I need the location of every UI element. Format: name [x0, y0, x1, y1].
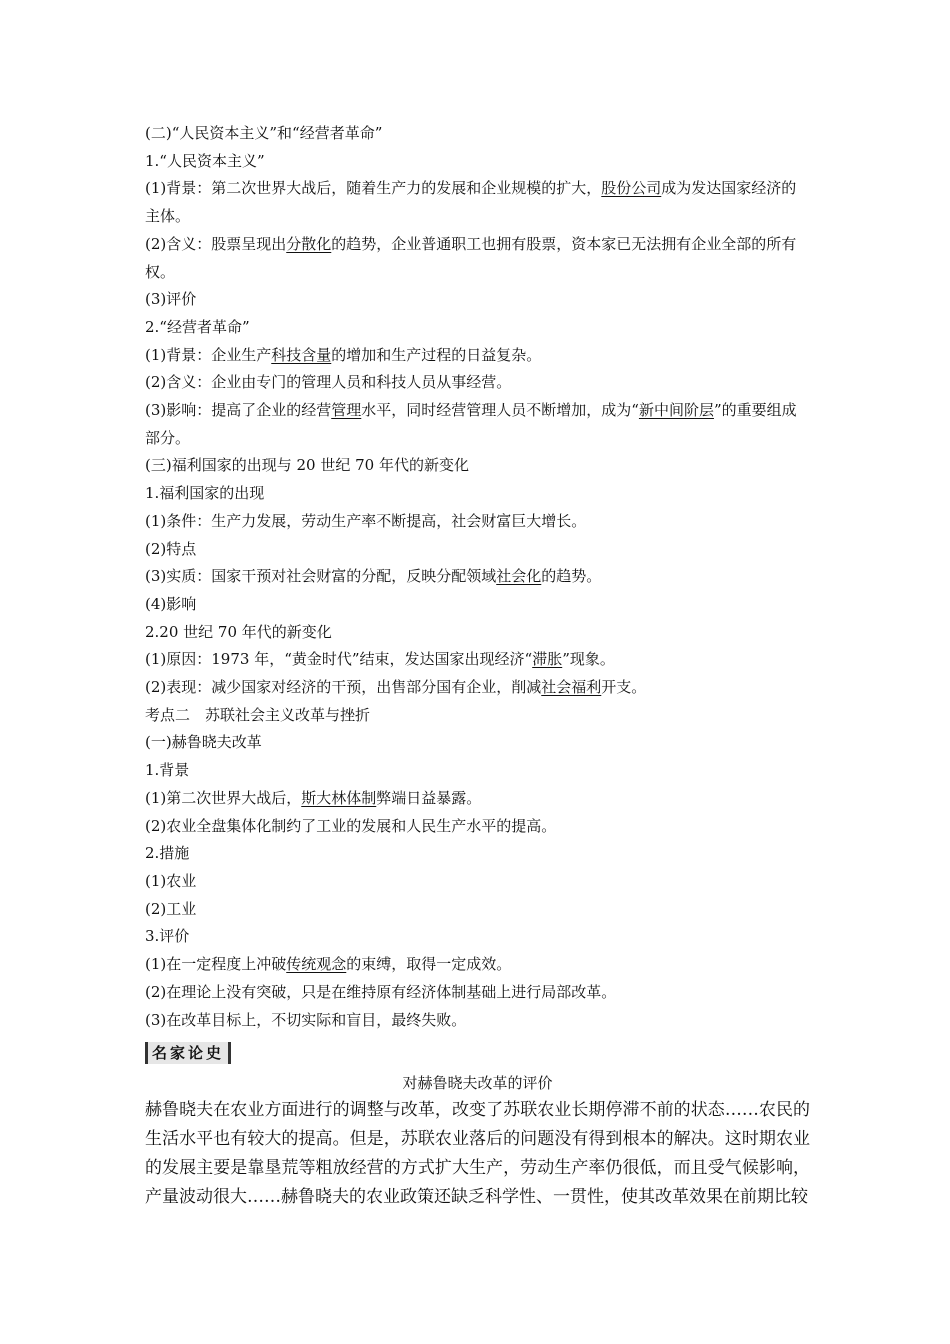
line-text: 2.“经营者革命”: [145, 317, 250, 336]
underlined-answer: 科技含量: [271, 345, 332, 364]
line-text: (2)含义：股票呈现出: [145, 234, 287, 253]
outline-line: [145, 231, 810, 286]
line-text: (二)“人民资本主义”和“经营者革命”: [145, 124, 383, 142]
outline-line: [145, 175, 810, 230]
outline-line: [145, 868, 810, 896]
line-text: 考点二 苏联社会主义改革与挫折: [145, 705, 371, 724]
underlined-answer: 斯大林体制: [301, 788, 377, 807]
outline-line: [145, 563, 810, 591]
outline-line: [145, 369, 810, 397]
line-text: 1.背景: [145, 761, 190, 780]
line-text: 的增加和生产过程的日益复杂。: [331, 345, 542, 364]
outline-line: [145, 619, 810, 647]
outline-line: [145, 896, 810, 924]
underlined-answer: 社会福利: [541, 678, 602, 697]
outline-line: [145, 536, 810, 564]
outline-line: [145, 840, 810, 868]
underlined-answer: 管理: [331, 401, 362, 420]
outline-line: [145, 785, 810, 813]
essay-paragraph: 赫鲁晓夫在农业方面进行的调整与改革，改变了苏联农业长期停滞不前的状态……农民的生活水平也有较大的提高。但是，苏联农业落后的问题没有得到根本的解决。这时期农业的发展主要是靠垦荒等粗放经营的方式扩大生产，劳动生产率仍很低，而且受气候影响，产量波动很大……赫鲁晓夫的农业政策还缺乏科学性、一贯性，使其改革效果在前期比较: [145, 1100, 810, 1208]
line-text: 成为发达国家经济的主体。: [145, 179, 797, 226]
line-text: (3)在改革目标上，不切实际和盲目，最终失败。: [145, 1010, 467, 1029]
line-text: (3)实质：国家干预对社会财富的分配，反映分配领域: [145, 567, 497, 586]
underlined-answer: 滞胀: [532, 650, 563, 669]
underlined-answer: 传统观念: [286, 955, 347, 974]
line-text: (2)在理论上没有突破，只是在维持原有经济体制基础上进行局部改革。: [145, 982, 617, 1001]
outline-line: [145, 1007, 810, 1035]
line-text: (2)含义：企业由专门的管理人员和科技人员从事经营。: [145, 373, 512, 392]
line-text: (一)赫鲁晓夫改革: [145, 733, 262, 752]
underlined-answer: 社会化: [496, 567, 542, 586]
outline-lines: [145, 120, 810, 1034]
outline-line: [145, 314, 810, 342]
underlined-answer: 分散化: [286, 234, 332, 253]
line-text: 水平，同时经营管理人员不断增加，成为“: [361, 401, 639, 420]
line-text: (1)背景：第二次世界大战后，随着生产力的发展和企业规模的扩大，: [145, 179, 602, 198]
line-text: (1)原因：1973 年，“黄金时代”结束，发达国家出现经济“: [145, 650, 533, 669]
line-text: (三)福利国家的出现与 20 世纪 70 年代的新变化: [145, 456, 469, 475]
line-text: (1)在一定程度上冲破: [145, 955, 287, 974]
line-text: 2.措施: [145, 844, 190, 863]
line-text: (1)条件：生产力发展，劳动生产率不断提高，社会财富巨大增长。: [145, 511, 587, 530]
line-text: ”的重要组成部分。: [145, 401, 797, 447]
outline-line: [145, 646, 810, 674]
line-text: (2)工业: [145, 899, 197, 918]
line-text: 的束缚，取得一定成效。: [346, 955, 512, 974]
line-text: (1)第二次世界大战后，: [145, 788, 302, 807]
outline-line: [145, 979, 810, 1007]
line-text: 开支。: [601, 678, 647, 697]
outline-line: [145, 951, 810, 979]
outline-line: [145, 813, 810, 841]
line-text: ”现象。: [562, 650, 615, 669]
line-text: (1)农业: [145, 871, 197, 890]
outline-line: [145, 397, 810, 452]
line-text: 弊端日益暴露。: [376, 788, 482, 807]
outline-line: [145, 591, 810, 619]
outline-line: [145, 342, 810, 370]
line-text: 的趋势，企业普通职工也拥有股票，资本家已无法拥有企业全部的所有权。: [145, 234, 797, 281]
line-text: (2)特点: [145, 539, 197, 558]
outline-line: [145, 923, 810, 951]
line-text: (2)农业全盘集体化制约了工业的发展和人民生产水平的提高。: [145, 816, 557, 835]
line-text: 2.20 世纪 70 年代的新变化: [145, 622, 332, 641]
line-text: (2)表现：减少国家对经济的干预，出售部分国有企业，削减: [145, 678, 542, 697]
line-text: 3.评价: [145, 927, 190, 946]
outline-line: [145, 508, 810, 536]
outline-line: [145, 286, 810, 314]
essay-title: 对赫鲁晓夫改革的评价: [402, 1074, 553, 1093]
line-text: (1)背景：企业生产: [145, 345, 272, 364]
outline-line: [145, 729, 810, 757]
outline-line: [145, 452, 810, 480]
outline-line: [145, 674, 810, 702]
underlined-answer: 新中间阶层: [638, 401, 714, 420]
section-badge: 名家论史: [145, 1042, 231, 1064]
line-text: (3)评价: [145, 290, 197, 309]
line-text: (4)影响: [145, 594, 197, 613]
section-badge-row: [145, 1040, 810, 1066]
outline-line: [145, 757, 810, 785]
outline-line: [145, 148, 810, 176]
outline-line: [145, 120, 810, 148]
document-content: [145, 120, 810, 1212]
line-text: 1.福利国家的出现: [145, 484, 265, 503]
line-text: 1.“人民资本主义”: [145, 151, 265, 170]
outline-line: [145, 480, 810, 508]
line-text: (3)影响：提高了企业的经营: [145, 401, 332, 420]
line-text: 的趋势。: [541, 567, 602, 586]
outline-line: [145, 702, 810, 730]
underlined-answer: 股份公司: [601, 179, 662, 198]
